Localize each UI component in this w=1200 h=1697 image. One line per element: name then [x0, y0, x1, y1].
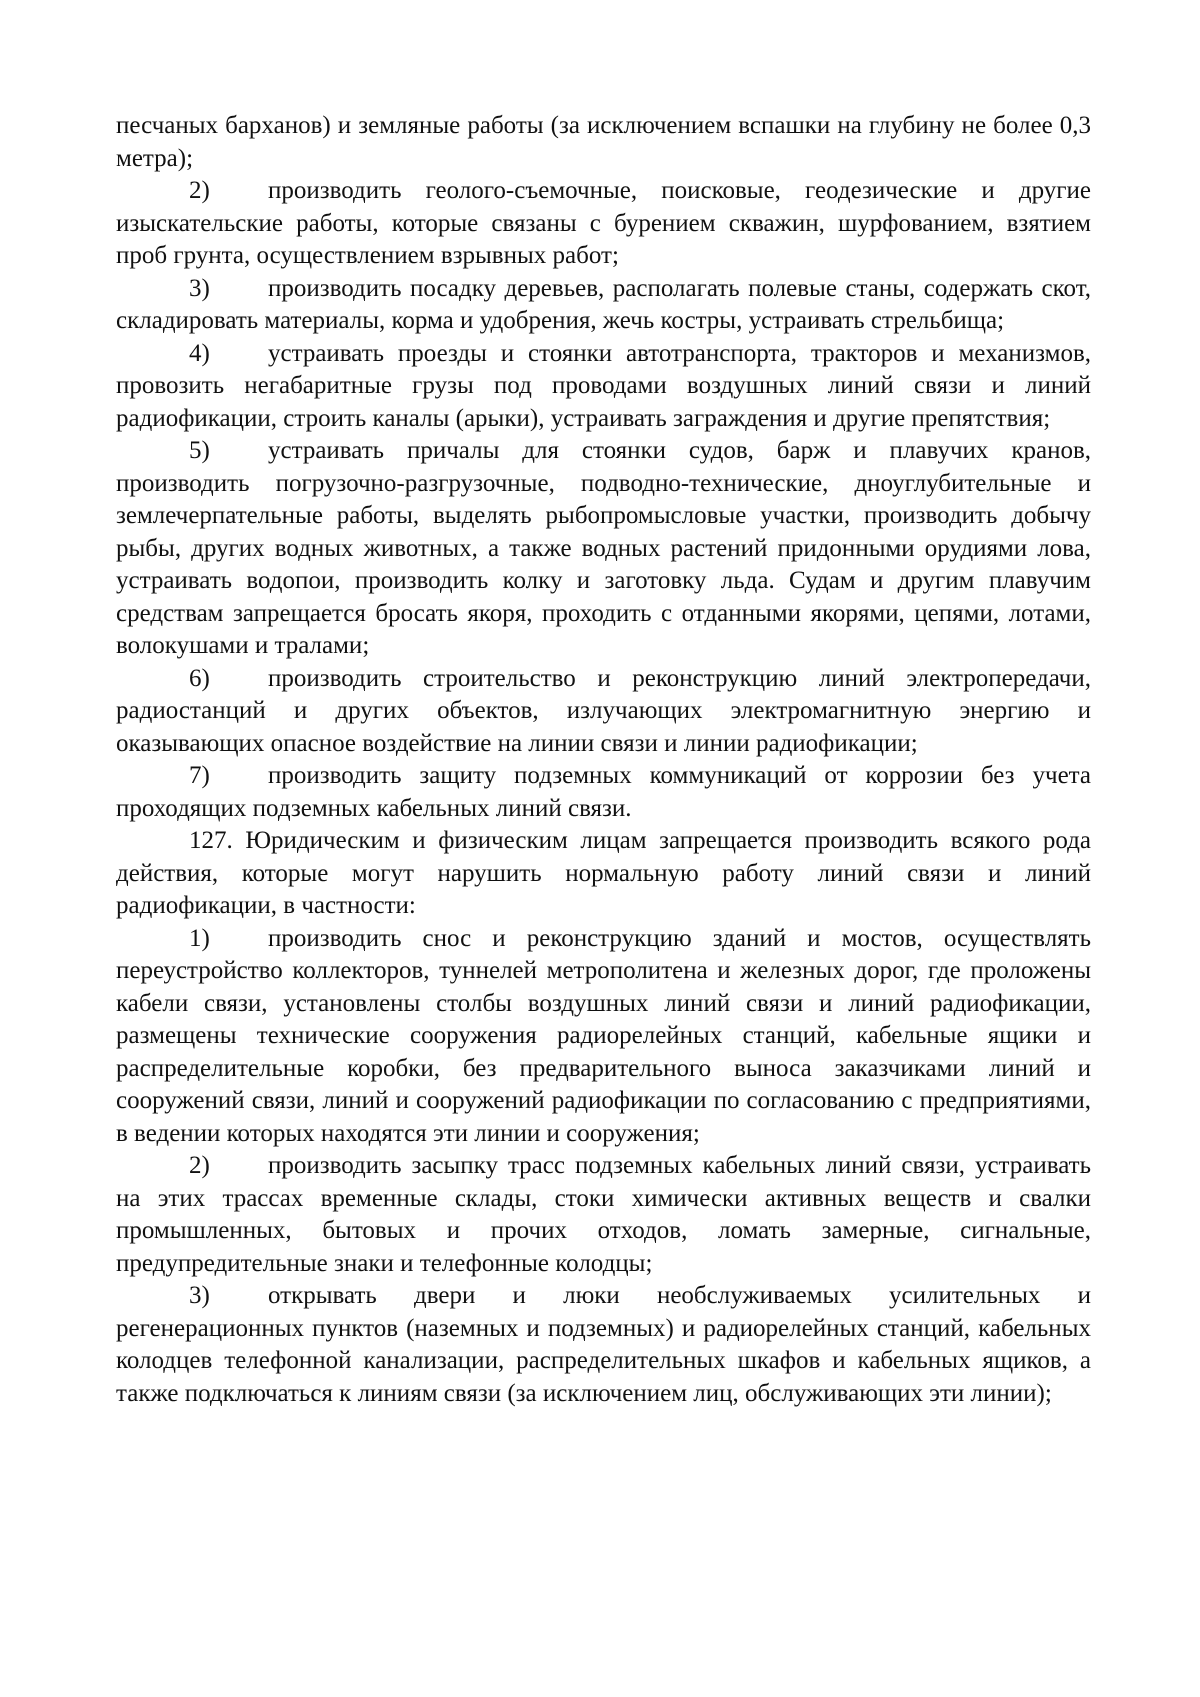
item-text: производить засыпку трасс подземных кабельных линий связи, устраивать на этих трассах временные склады, стоки химически активных веществ и свалки промышленных, бытовых и прочих отходов, ломать замерные, сигнальные, предупредительные знаки и телефонные колодцы;: [116, 1152, 1091, 1277]
list-item: [116, 338, 1091, 436]
list-item: [116, 760, 1091, 825]
list-item: [116, 1150, 1091, 1280]
item-text: производить строительство и реконструкцию линий электропередачи, радиостанций и других объектов, излучающих электромагнитную энергию и оказывающих опасное воздействие на линии связи и линии радиофикации;: [116, 664, 1091, 757]
item-number: 2): [189, 177, 210, 204]
item-text: устраивать причалы для стоянки судов, барж и плавучих кранов, производить погрузочно-разгрузочные, подводно-технические, дноуглубительные и землечерпательные работы, выделять рыбопромысловые участки, производить добычу рыбы, других водных животных, а также водных растений придонными орудиями лова, устраивать водопои, производить колку и заготовку льда. Судам и другим плавучим средствам запрещается бросать якоря, проходить с отданными якорями, цепями, лотами, волокушами и тралами;: [116, 437, 1091, 659]
item-number: 2): [189, 1152, 210, 1179]
item-text: устраивать проезды и стоянки автотранспорта, тракторов и механизмов, провозить негабаритные грузы под проводами воздушных линий связи и линий радиофикации, строить каналы (арыки), устраивать заграждения и другие препятствия;: [116, 339, 1091, 432]
item-number: 3): [189, 1282, 210, 1309]
item-text: производить снос и реконструкцию зданий и мостов, осуществлять переустройство коллекторов, туннелей метрополитена и железных дорог, где проложены кабели связи, установлены столбы воздушных линий связи и линий радиофикации, размещены технические сооружения радиорелейных станций, кабельные ящики и распределительные коробки, без предварительного выноса заказчиками линий и сооружений связи, линий и сооружений радиофикации по согласованию с предприятиями, в ведении которых находятся эти линии и сооружения;: [116, 924, 1091, 1147]
item-text: производить геолого-съемочные, поисковые, геодезические и другие изыскательские работы, которые связаны с бурением скважин, шурфованием, взятием проб грунта, осуществлением взрывных работ;: [116, 177, 1091, 269]
document-page: [116, 110, 1091, 1410]
paragraph-text: 127. Юридическим и физическим лицам запрещается производить всякого рода действия, которые могут нарушить нормальную работу линий связи и линий радиофикации, в частности:: [116, 827, 1091, 919]
list-item: [116, 923, 1091, 1151]
list-item: [116, 435, 1091, 663]
list-item: [116, 663, 1091, 761]
item-number: 6): [189, 664, 210, 692]
item-text: открывать двери и люки необслуживаемых усилительных и регенерационных пунктов (наземных и подземных) и радиорелейных станций, кабельных колодцев телефонной канализации, распределительных шкафов и кабельных ящиков, а также подключаться к линиям связи (за исключением лиц, обслуживающих эти линии);: [116, 1282, 1091, 1407]
section-127-intro: [116, 825, 1091, 923]
item-number: 7): [189, 762, 210, 789]
item-number: 4): [189, 339, 210, 367]
item-text: производить посадку деревьев, располагать полевые станы, содержать скот, складировать материалы, корма и удобрения, жечь костры, устраивать стрельбища;: [116, 274, 1091, 334]
list-item: [116, 175, 1091, 273]
list-item: [116, 1280, 1091, 1410]
paragraph-text: песчаных барханов) и земляные работы (за исключением вспашки на глубину не более 0,3 метра);: [116, 112, 1091, 172]
item-number: 5): [189, 437, 210, 464]
list-item: [116, 273, 1091, 338]
item-number: 1): [189, 924, 210, 952]
paragraph-continuation: [116, 110, 1091, 175]
item-number: 3): [189, 274, 210, 302]
item-text: производить защиту подземных коммуникаций от коррозии без учета проходящих подземных кабельных линий связи.: [116, 762, 1091, 822]
